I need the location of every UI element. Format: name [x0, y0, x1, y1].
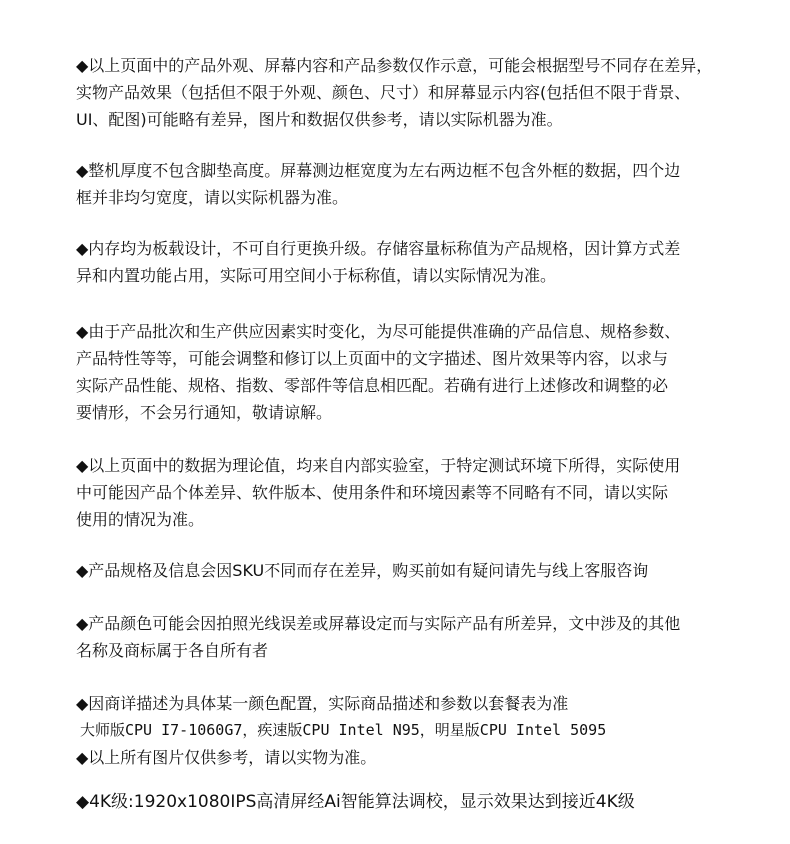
disclaimer-revisions: ◆由于产品批次和生产供应因素实时变化，为尽可能提供准确的产品信息、规格参数、 产品特性等等，可能会调整和修订以上页面中的文字描述、图片效果等内容，以求与 实际产品性能、规格、指数、零部件等信息相匹配。若确有进行上述修改和调整的必 要情形，不会另行通知，敬请谅解。 — [76, 322, 681, 422]
disclaimer-color-trademark: ◆产品颜色可能会因拍照光线误差或屏幕设定而与实际产品有所差异，文中涉及的其他 名称及商标属于各自所有者 — [76, 614, 681, 660]
disclaimer-config: ◆因商详描述为具体某一颜色配置，实际商品描述和参数以套餐表为准 — [76, 694, 569, 713]
cpu-editions: 大师版CPU I7-1060G7，疾速版CPU Intel N95，明星版CPU Intel 5095 — [80, 721, 607, 739]
disclaimer-appearance: ◆以上页面中的产品外观、屏幕内容和产品参数仅作示意，可能会根据型号不同存在差异， 实物产品效果（包括但不限于外观、颜色、尺寸）和屏幕显示内容(包括但不限于背景、 UI、配图)可能略有差异，图片和数据仅供参考，请以实际机器为准。 — [76, 56, 713, 129]
disclaimer-sku: ◆产品规格及信息会因SKU不同而存在差异，购买前如有疑问请先与线上客服咨询 — [76, 561, 649, 580]
disclaimer-memory-storage: ◆内存均为板载设计，不可自行更换升级。存储容量标称值为产品规格，因计算方式差 异和内置功能占用，实际可用空间小于标称值，请以实际情况为准。 — [76, 239, 681, 285]
disclaimer-images: ◆以上所有图片仅供参考，请以实物为准。 — [76, 748, 377, 767]
disclaimer-lab-data: ◆以上页面中的数据为理论值，均来自内部实验室，于特定测试环境下所得，实际使用 中可能因产品个体差异、软件版本、使用条件和环境因素等不同略有不同，请以实际 使用的情况为准。 — [76, 456, 681, 529]
display-4k-note: ◆4K级:1920x1080IPS高清屏经Ai智能算法调校，显示效果达到接近4K级 — [76, 792, 635, 812]
disclaimer-thickness: ◆整机厚度不包含脚垫高度。屏幕测边框宽度为左右两边框不包含外框的数据，四个边 框并非均匀宽度，请以实际机器为准。 — [76, 161, 681, 207]
